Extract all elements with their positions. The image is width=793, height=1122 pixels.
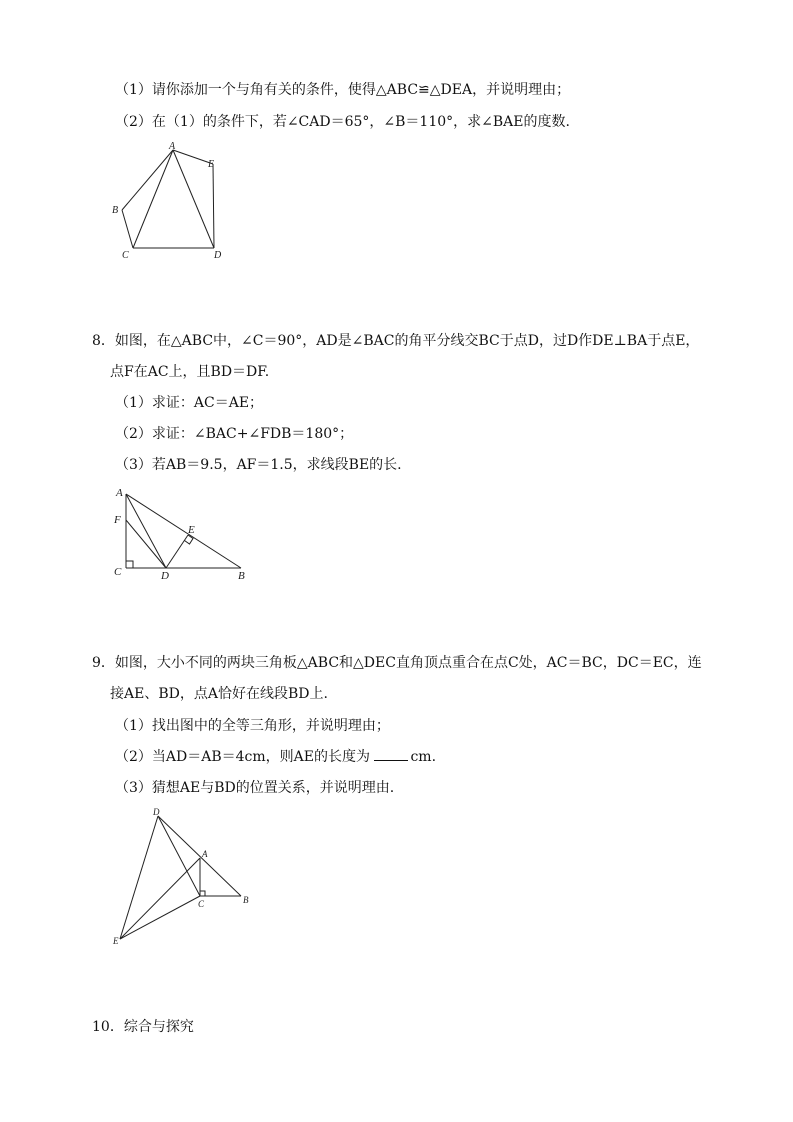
- q8-part3: （3）若AB＝9.5，AF＝1.5，求线段BE的长.: [115, 457, 402, 473]
- q8-part1: （1）求证：AC＝AE；: [115, 395, 264, 411]
- q8-label-b: B: [238, 570, 245, 582]
- q8-figure: [108, 483, 258, 583]
- q9-part3: （3）猜想AE与BD的位置关系，并说明理由.: [115, 780, 395, 796]
- q8-label-c: C: [114, 566, 122, 578]
- q9-figure: [110, 805, 260, 950]
- q7-label-e: E: [208, 159, 215, 170]
- q7-label-b: B: [112, 205, 119, 216]
- q9-label-b: B: [243, 895, 249, 905]
- q9-label-e: E: [113, 936, 119, 946]
- q9-answer-blank[interactable]: [374, 748, 408, 761]
- q8-part2: （2）求证：∠BAC+∠FDB＝180°；: [115, 426, 354, 442]
- q9-line2: 接AE、BD，点A恰好在线段BD上.: [110, 686, 328, 702]
- q9-label-a: A: [202, 849, 208, 859]
- q8-line2: 点F在AC上，且BD＝DF.: [110, 364, 270, 380]
- q9-label-c: C: [198, 899, 205, 909]
- q8-label-a: A: [116, 487, 123, 499]
- q9-part2-unit: cm.: [410, 749, 437, 765]
- q7-part2: （2）在（1）的条件下，若∠CAD＝65°，∠B＝110°，求∠BAE的度数.: [115, 114, 570, 130]
- q9-part2: [115, 747, 436, 767]
- q7-label-c: C: [122, 250, 129, 261]
- q7-part1: （1）请你添加一个与角有关的条件，使得△ABC≌△DEA，并说明理由；: [115, 82, 571, 98]
- q9-part1: （1）找出图中的全等三角形，并说明理由；: [115, 718, 390, 734]
- q10-title: 10．综合与探究: [92, 1019, 194, 1035]
- q8-label-f: F: [114, 514, 121, 526]
- q9-line1: 9．如图，大小不同的两块三角板△ABC和△DEC直角顶点重合在点C处，AC＝BC，DC＝EC，连: [92, 655, 702, 671]
- q7-label-a: A: [169, 141, 176, 152]
- q7-figure: [105, 140, 235, 265]
- q8-line1: 8．如图，在△ABC中，∠C＝90°，AD是∠BAC的角平分线交BC于点D，过D作DE⊥BA于点E，: [92, 333, 700, 349]
- q9-part2-text: （2）当AD＝AB＝4cm，则AE的长度为: [115, 749, 370, 765]
- q9-label-d: D: [153, 807, 160, 817]
- q8-label-d: D: [161, 570, 169, 582]
- q7-label-d: D: [214, 250, 222, 261]
- q8-label-e: E: [188, 524, 195, 536]
